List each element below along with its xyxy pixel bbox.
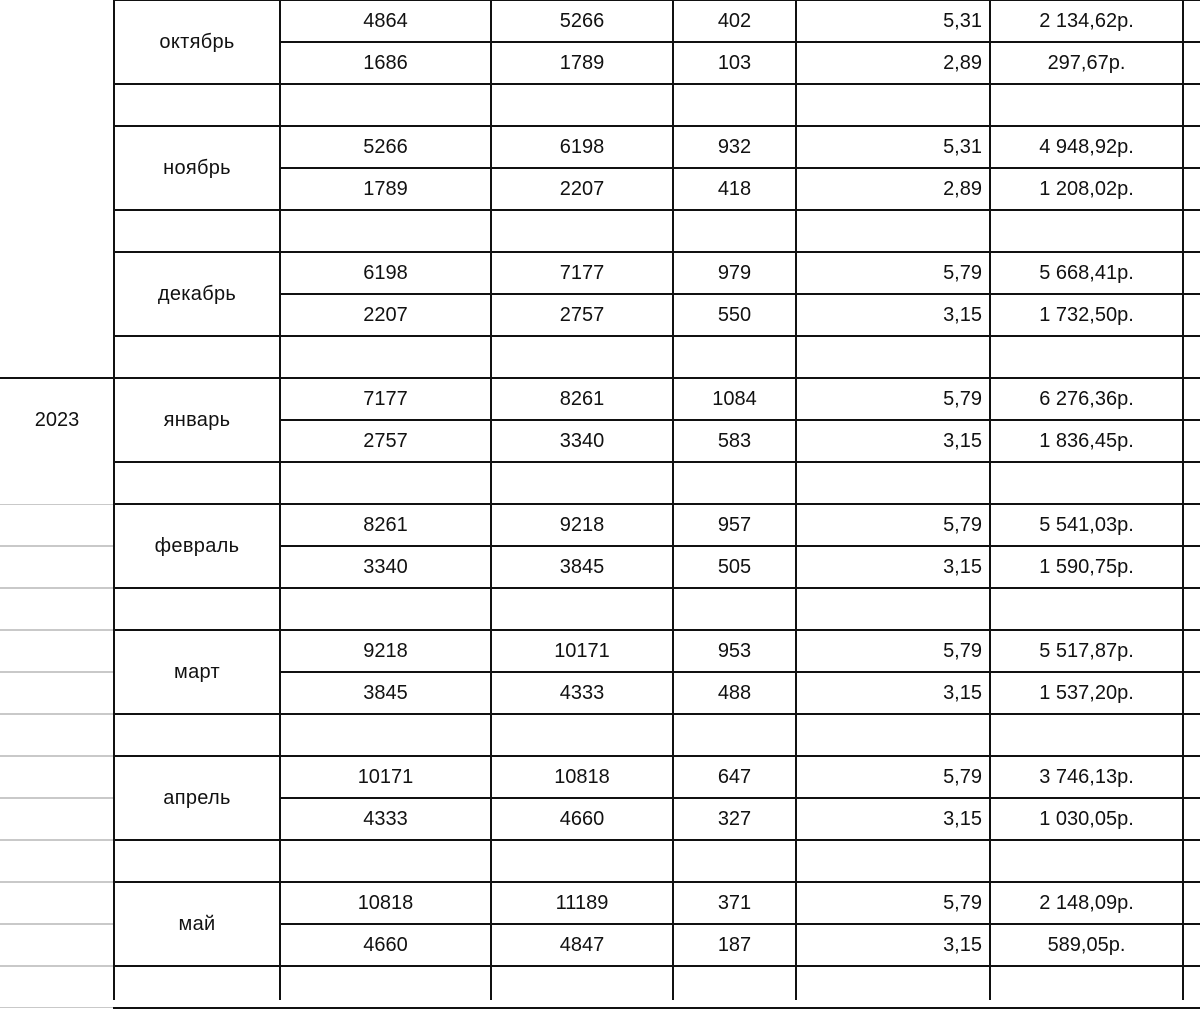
consumption-cell: 187 (717, 934, 752, 956)
consumption-cell: 505 (717, 556, 752, 578)
amount-cell: 5 541,03р. (1039, 514, 1134, 536)
month-label: апрель (163, 787, 231, 809)
tariff-cell: 5,79 (943, 892, 982, 914)
month-label: октябрь (159, 31, 235, 53)
grid-line (0, 798, 113, 799)
year-label: 2023 (34, 409, 80, 431)
current-reading-cell: 8261 (559, 388, 605, 410)
previous-reading-cell: 1789 (363, 178, 408, 200)
previous-reading-cell: 5266 (363, 136, 408, 158)
previous-reading-cell: 10171 (357, 766, 414, 788)
tariff-cell: 2,89 (943, 178, 982, 200)
tariff-cell: 3,15 (943, 934, 982, 956)
amount-cell: 2 148,09р. (1039, 892, 1134, 914)
amount-cell: 2 134,62р. (1039, 10, 1134, 32)
amount-cell: 3 746,13р. (1039, 766, 1134, 788)
current-reading-cell: 7177 (559, 262, 605, 284)
amount-cell: 297,67р. (1047, 52, 1126, 74)
current-reading-cell: 11189 (555, 892, 609, 914)
tariff-cell: 5,79 (943, 514, 982, 536)
consumption-cell: 488 (717, 682, 752, 704)
amount-cell: 5 668,41р. (1039, 262, 1134, 284)
tariff-cell: 5,31 (943, 136, 982, 158)
consumption-cell: 550 (717, 304, 752, 326)
current-reading-cell: 9218 (559, 514, 605, 536)
consumption-cell: 1084 (712, 388, 757, 410)
tariff-cell: 5,79 (943, 388, 982, 410)
amount-cell: 6 276,36р. (1039, 388, 1134, 410)
tariff-cell: 5,31 (943, 10, 982, 32)
amount-cell: 1 030,05р. (1039, 808, 1134, 830)
current-reading-cell: 10818 (554, 766, 610, 788)
grid-line (0, 588, 113, 589)
grid-line (0, 504, 113, 505)
current-reading-cell: 4660 (559, 808, 605, 830)
previous-reading-cell: 10818 (357, 892, 414, 914)
amount-cell: 1 590,75р. (1039, 556, 1134, 578)
previous-reading-cell: 6198 (363, 262, 408, 284)
consumption-cell: 103 (717, 52, 752, 74)
previous-reading-cell: 8261 (363, 514, 408, 536)
grid-line (0, 840, 113, 841)
month-label: ноябрь (163, 157, 231, 179)
grid-line (0, 714, 113, 715)
tariff-cell: 3,15 (943, 808, 982, 830)
amount-cell: 1 208,02р. (1039, 178, 1134, 200)
current-reading-cell: 4847 (559, 934, 605, 956)
previous-reading-cell: 4333 (363, 808, 408, 830)
previous-reading-cell: 4660 (363, 934, 408, 956)
amount-cell: 1 732,50р. (1039, 304, 1134, 326)
amount-cell: 1 836,45р. (1039, 430, 1134, 452)
consumption-cell: 583 (717, 430, 752, 452)
previous-reading-cell: 2757 (363, 430, 408, 452)
month-label: март (174, 661, 220, 683)
tariff-cell: 2,89 (943, 52, 982, 74)
amount-cell: 5 517,87р. (1039, 640, 1134, 662)
grid-line (0, 672, 113, 673)
previous-reading-cell: 3845 (363, 682, 408, 704)
amount-cell: 589,05р. (1047, 934, 1126, 956)
previous-reading-cell: 7177 (363, 388, 408, 410)
current-reading-cell: 6198 (559, 136, 605, 158)
current-reading-cell: 1789 (559, 52, 605, 74)
grid-line (0, 882, 113, 883)
tariff-cell: 5,79 (943, 262, 982, 284)
grid-line (0, 924, 113, 925)
previous-reading-cell: 3340 (363, 556, 408, 578)
month-label: май (178, 913, 216, 935)
consumption-cell: 418 (717, 178, 752, 200)
grid-line (0, 966, 113, 967)
consumption-cell: 402 (717, 10, 752, 32)
consumption-cell: 979 (717, 262, 752, 284)
consumption-cell: 953 (717, 640, 752, 662)
month-label: январь (163, 409, 231, 431)
current-reading-cell: 5266 (559, 10, 605, 32)
current-reading-cell: 2207 (559, 178, 605, 200)
consumption-cell: 957 (717, 514, 752, 536)
previous-reading-cell: 9218 (363, 640, 408, 662)
tariff-cell: 3,15 (943, 304, 982, 326)
current-reading-cell: 4333 (559, 682, 605, 704)
current-reading-cell: 2757 (559, 304, 605, 326)
amount-cell: 4 948,92р. (1039, 136, 1134, 158)
consumption-cell: 647 (717, 766, 752, 788)
tariff-cell: 5,79 (943, 766, 982, 788)
current-reading-cell: 3845 (559, 556, 605, 578)
previous-reading-cell: 4864 (363, 10, 408, 32)
tariff-cell: 3,15 (943, 430, 982, 452)
tariff-cell: 3,15 (943, 556, 982, 578)
tariff-cell: 5,79 (943, 640, 982, 662)
month-label: декабрь (157, 283, 237, 305)
previous-reading-cell: 1686 (363, 52, 408, 74)
amount-cell: 1 537,20р. (1039, 682, 1134, 704)
month-label: февраль (154, 535, 240, 557)
consumption-cell: 371 (717, 892, 752, 914)
consumption-cell: 932 (717, 136, 752, 158)
grid-line (0, 546, 113, 547)
previous-reading-cell: 2207 (363, 304, 408, 326)
tariff-cell: 3,15 (943, 682, 982, 704)
current-reading-cell: 3340 (559, 430, 605, 452)
current-reading-cell: 10171 (554, 640, 610, 662)
grid-line (0, 1007, 113, 1008)
grid-line (0, 756, 113, 757)
grid-line (0, 630, 113, 631)
consumption-cell: 327 (717, 808, 752, 830)
